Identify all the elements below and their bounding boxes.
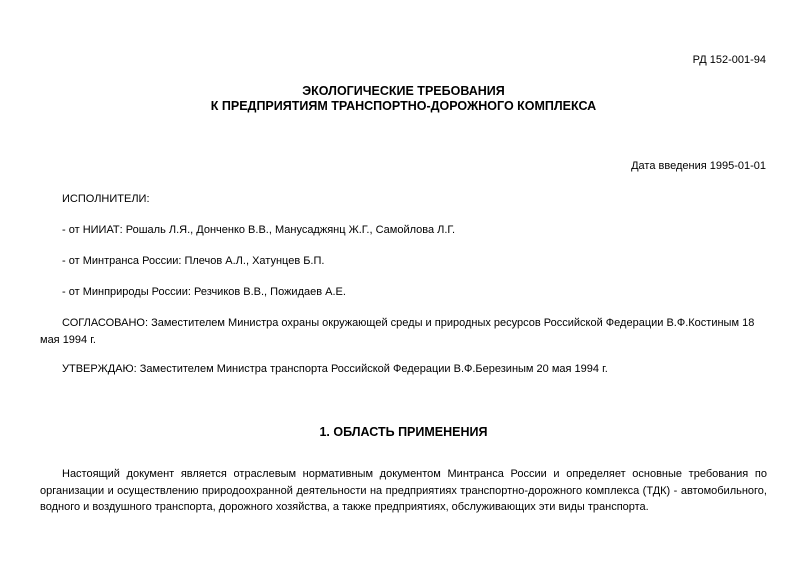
performer-mintrans: - от Минтранса России: Плечов А.Л., Хатунцев Б.П. <box>62 255 325 267</box>
section-1-heading: 1. ОБЛАСТЬ ПРИМЕНЕНИЯ <box>319 425 488 439</box>
performer-niiat: - от НИИАТ: Рошаль Л.Я., Донченко В.В., Манусаджянц Ж.Г., Самойлова Л.Г. <box>62 224 456 236</box>
performer-minprirody: - от Минприроды России: Резчиков В.В., Пожидаев А.Е. <box>62 286 346 298</box>
document-code: РД 152-001-94 <box>692 54 766 66</box>
approved-paragraph: УТВЕРЖДАЮ: Заместителем Министра транспорта Российской Федерации В.Ф.Березиным 20 мая 1994 г. <box>62 363 608 375</box>
title-line-2: К ПРЕДПРИЯТИЯМ ТРАНСПОРТНО-ДОРОЖНОГО КОМПЛЕКСА <box>210 99 597 113</box>
intro-date: Дата введения 1995-01-01 <box>631 160 766 172</box>
agreed-paragraph: СОГЛАСОВАНО: Заместителем Министра охраны окружающей среды и природных ресурсов Российской Федерации В.Ф.Костиным 18 мая 1994 г. <box>40 317 755 346</box>
section-1-paragraph: Настоящий документ является отраслевым нормативным документом Минтранса России и определяет основные требования по организации и осуществлению природоохранной деятельности на предприятиях транспортно-дорожного комплекса (ТДК) - автомобильного, водного и воздушного транспорта, дорожного хозяйства, а также предприятиях, обслуживающих эти виды транспорта. <box>40 468 767 513</box>
document-title <box>0 84 807 114</box>
performers-heading: ИСПОЛНИТЕЛИ: <box>62 193 150 205</box>
title-line-1: ЭКОЛОГИЧЕСКИЕ ТРЕБОВАНИЯ <box>302 84 505 98</box>
